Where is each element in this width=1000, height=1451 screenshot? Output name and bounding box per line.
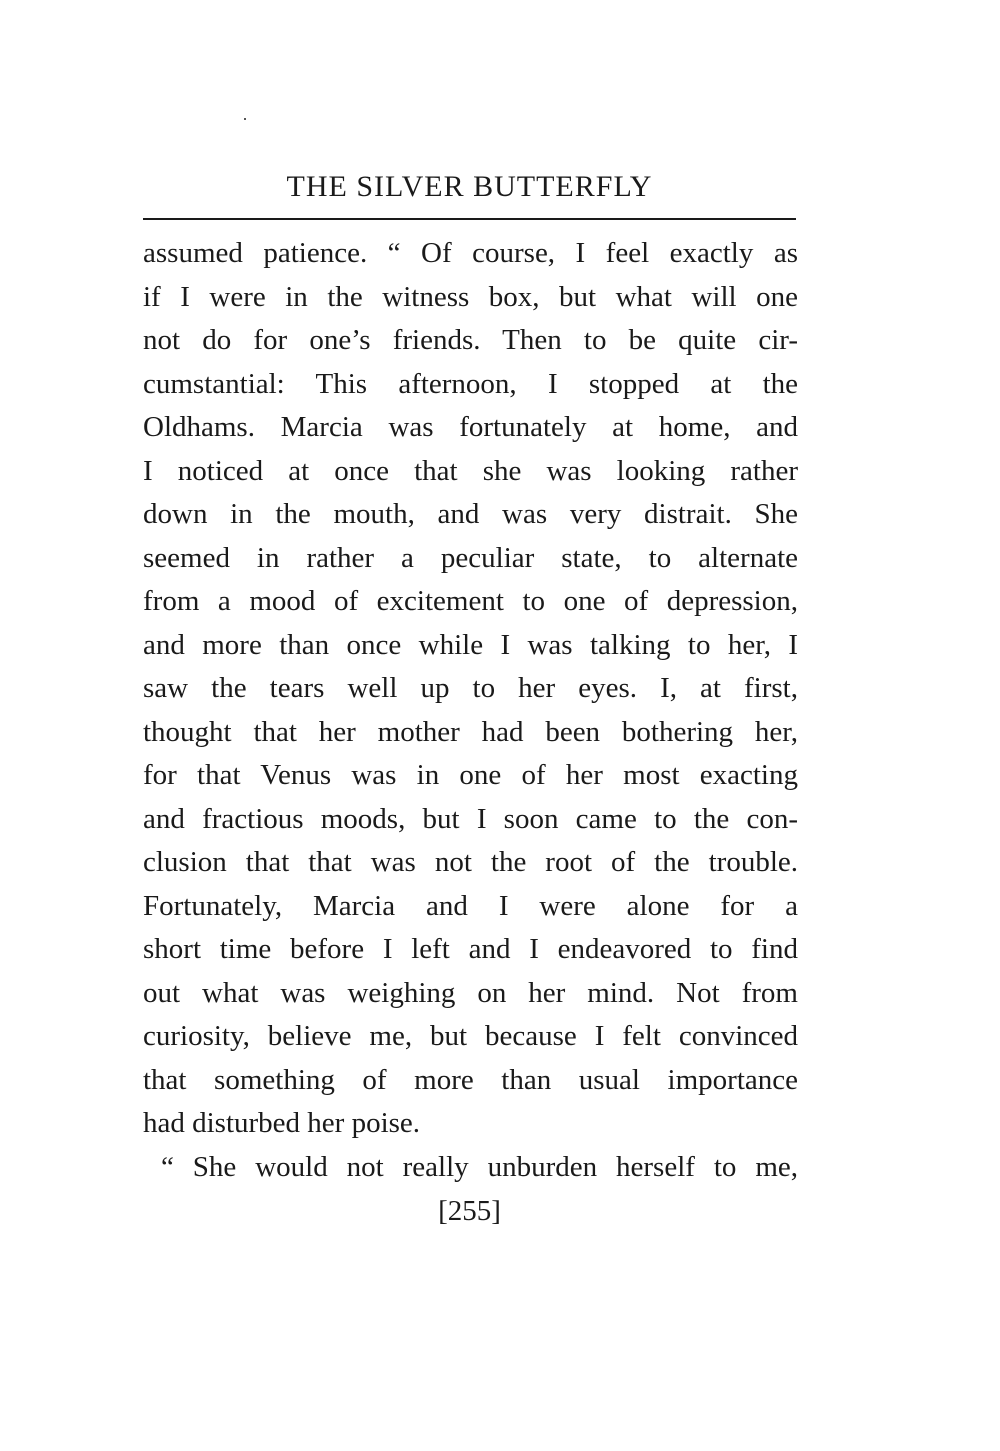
text-line: clusion that that was not the root of the trouble. [143,846,798,878]
text-line: Fortunately, Marcia and I were alone for a [143,889,798,922]
text-line: thought that her mother had been bothering her, [143,715,798,748]
text-line: Oldhams. Marcia was fortunately at home, and [143,411,798,443]
text-line: down in the mouth, and was very distrait. She [143,498,798,530]
paragraph-start-line: “ She would not really unburden herself to me, [161,1150,798,1183]
paragraph-end-line: had disturbed her poise. [143,1107,421,1139]
text-line: for that Venus was in one of her most exacting [143,759,798,791]
text-line: that something of more than usual importance [143,1063,798,1096]
scan-speck [244,118,246,120]
text-line: and fractious moods, but I soon came to the con- [143,802,798,835]
text-line: if I were in the witness box, but what will one [143,280,798,313]
text-line: out what was weighing on her mind. Not from [143,976,798,1009]
text-line: I noticed at once that she was looking rather [143,454,798,487]
text-line: saw the tears well up to her eyes. I, at first, [143,672,798,704]
text-line: curiosity, believe me, but because I felt convinced [143,1020,798,1052]
text-line: seemed in rather a peculiar state, to alternate [143,541,798,574]
text-line: assumed patience. “ Of course, I feel exactly as [143,237,798,269]
text-line: cumstantial: This afternoon, I stopped at the [143,367,798,400]
page-number: [255] [438,1195,501,1227]
text-line: and more than once while I was talking to her, I [143,628,798,661]
header-rule [143,218,796,220]
text-line: short time before I left and I endeavored to find [143,933,798,965]
running-head: THE SILVER BUTTERFLY [286,170,653,203]
body-text [143,232,798,1189]
text-line: from a mood of excitement to one of depression, [143,585,798,617]
text-line: not do for one’s friends. Then to be quite cir- [143,324,798,356]
